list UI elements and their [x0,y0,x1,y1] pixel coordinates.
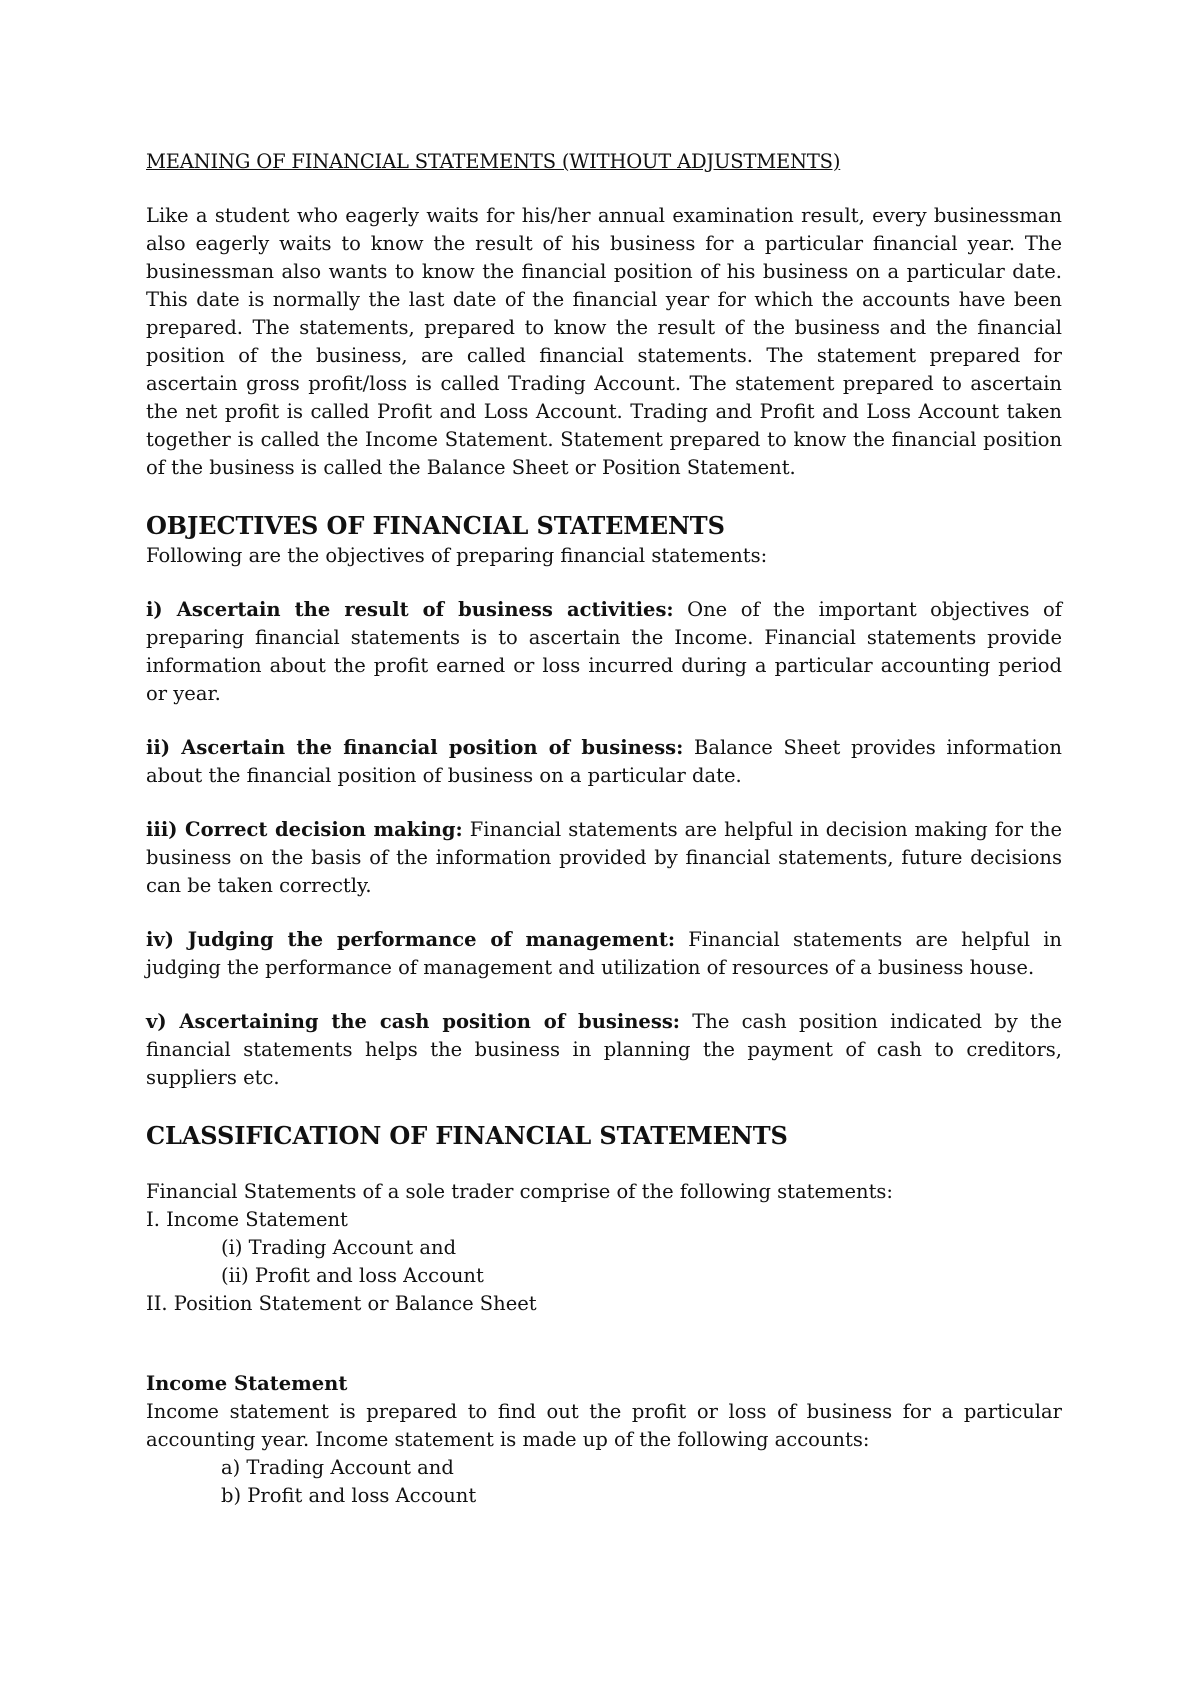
income-statement-paragraph: Income statement is prepared to find out the profit or loss of business for a particular accounting year. Income statement is made up of the following accounts: [146,1400,1062,1451]
objective-label-3: iii) Correct decision making: [146,818,463,841]
objective-label-5: v) Ascertaining the cash position of business: [146,1010,680,1033]
income-statement-sub-a: a) Trading Account and [221,1456,454,1479]
objective-label-1: i) Ascertain the result of business activities: [146,598,674,621]
meaning-paragraph: Like a student who eagerly waits for his/her annual examination result, every businessman also eagerly waits to know the result of his business for a particular financial year. The businessman also wants to know the financial position of his business on a particular date. This date is normally the last date of the financial year for which the accounts have been prepared. The statements, prepared to know the result of the business and the financial position of the business, are called financial statements. The statement prepared for ascertain gross profit/loss is called Trading Account. The statement prepared to ascertain the net profit is called Profit and Loss Account. Trading and Profit and Loss Account taken together is called the Income Statement. Statement prepared to know the financial position of the business is called the Balance Sheet or Position Statement. [146,204,1062,479]
objective-item-2 [146,734,1062,790]
section-title-meaning: MEANING OF FINANCIAL STATEMENTS (WITHOUT ADJUSTMENTS) [146,150,841,173]
objectives-intro: Following are the objectives of preparing financial statements: [146,544,768,567]
objective-item-5 [146,1008,1062,1092]
classification-sub-2: (ii) Profit and loss Account [221,1264,484,1287]
objective-label-4: iv) Judging the performance of management: [146,928,676,951]
classification-line-2: II. Position Statement or Balance Sheet [146,1292,537,1315]
objective-text-1: One of the important objectives of preparing financial statements is to ascertain the Income. Financial statements provide information about the profit earned or loss incurred during a particular accounting period or year. [146,598,1062,705]
section-title-income-statement: Income Statement [146,1372,348,1395]
objective-item-1 [146,596,1062,708]
objective-item-3 [146,816,1062,900]
objective-text-4: Financial statements are helpful in judging the performance of management and utilization of resources of a business house. [146,928,1062,979]
section-title-classification: CLASSIFICATION OF FINANCIAL STATEMENTS [146,1121,788,1150]
objective-text-5: The cash position indicated by the financial statements helps the business in planning the payment of cash to creditors, suppliers etc. [146,1010,1062,1089]
document-page [146,148,1062,1510]
objective-text-2: Balance Sheet provides information about the financial position of business on a particular date. [146,736,1062,787]
classification-line-1: I. Income Statement [146,1208,348,1231]
income-statement-sub-b: b) Profit and loss Account [221,1484,477,1507]
classification-intro: Financial Statements of a sole trader comprise of the following statements: [146,1180,893,1203]
objective-item-4 [146,926,1062,982]
objective-text-3: Financial statements are helpful in decision making for the business on the basis of the information provided by financial statements, future decisions can be taken correctly. [146,818,1062,897]
classification-sub-1: (i) Trading Account and [221,1236,457,1259]
section-title-objectives: OBJECTIVES OF FINANCIAL STATEMENTS [146,511,725,540]
objective-label-2: ii) Ascertain the financial position of business: [146,736,684,759]
